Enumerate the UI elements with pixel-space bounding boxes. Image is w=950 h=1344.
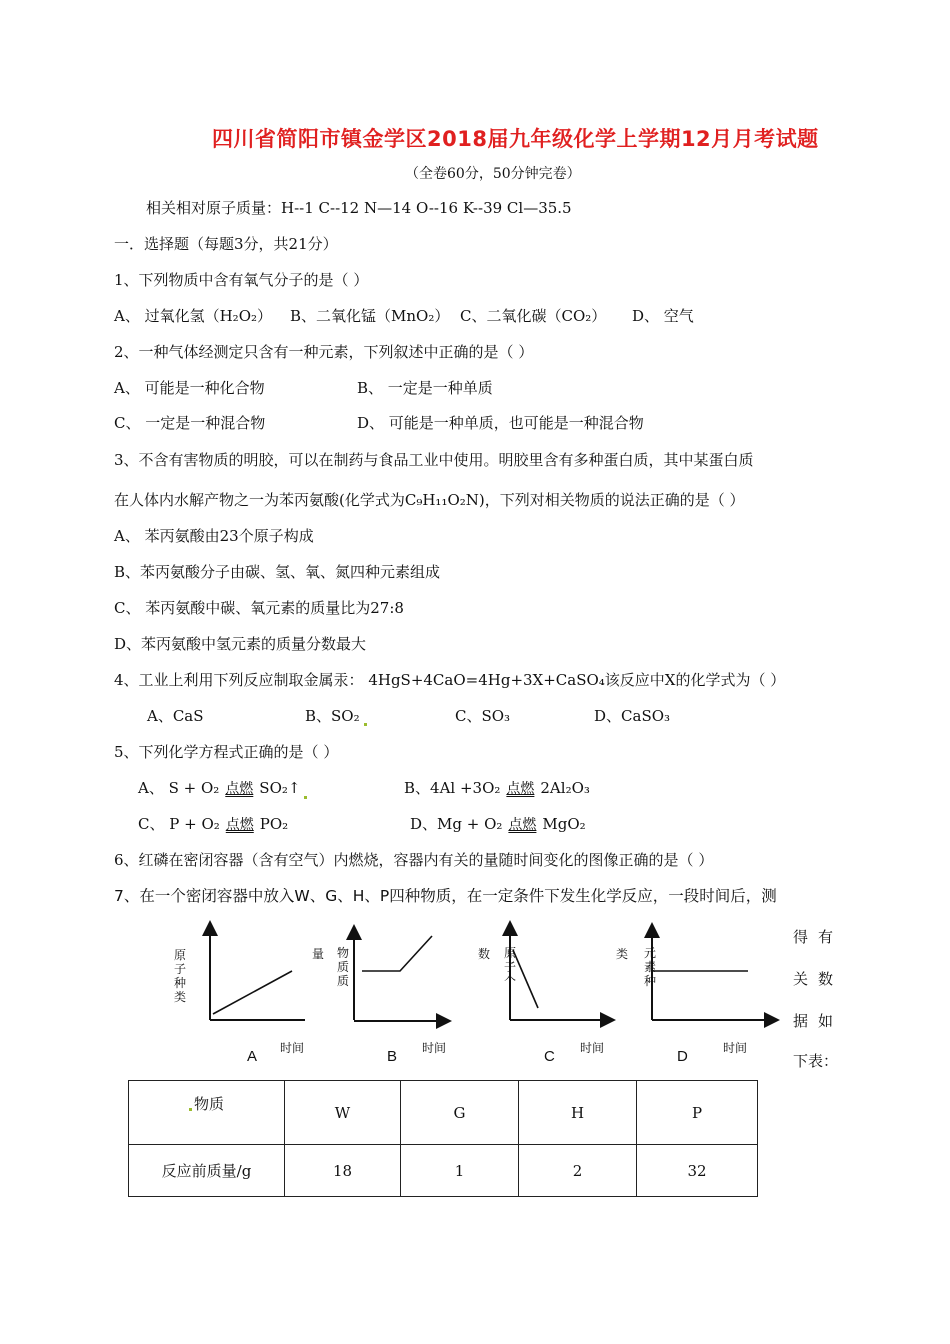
- graph-d-caption: D: [677, 1048, 688, 1065]
- subtitle: （全卷60分，50分钟完卷）: [405, 166, 581, 182]
- q4-stem: 4、工业上利用下列反应制取金属汞： 4HgS+4CaO=4Hg+3X+CaSO₄该反应中X的化学式为（ ）: [114, 671, 786, 689]
- graph-d-ylabel-left: 类: [616, 947, 629, 961]
- q4-option-b-text: B、SO₂: [305, 707, 360, 725]
- q2-option-c[interactable]: C、 一定是一种混合物: [114, 414, 266, 432]
- data-table: [128, 1080, 758, 1197]
- q5-option-c[interactable]: [138, 814, 288, 835]
- graph-c-caption: C: [544, 1048, 555, 1065]
- q4-option-a[interactable]: A、CaS: [147, 707, 204, 725]
- atomic-masses: 相关相对原子质量：H--1 C--12 N—14 O--16 K--39 Cl—35.5: [146, 199, 572, 217]
- table-header-cell: P: [637, 1081, 758, 1145]
- graph-a-ylabel: 原子种类: [174, 948, 187, 1004]
- stray-dot: [189, 1108, 192, 1111]
- q2-option-d[interactable]: D、 可能是一种单质，也可能是一种混合物: [357, 414, 644, 432]
- graph-c[interactable]: [470, 920, 625, 1065]
- q7-stem: 7、在一个密闭容器中放入W、G、H、P四种物质，在一定条件下发生化学反应，一段时间后，测: [114, 887, 777, 905]
- q2-option-b[interactable]: B、 一定是一种单质: [357, 379, 493, 397]
- graph-b[interactable]: [310, 920, 465, 1065]
- q3-stem-line1: 3、不含有害物质的明胶，可以在制药与食品工业中使用。明胶里含有多种蛋白质，其中某蛋白质: [114, 451, 754, 469]
- q1-option-a[interactable]: A、 过氧化氢（H₂O₂）: [114, 307, 273, 325]
- graph-c-axes: [470, 920, 625, 1050]
- q5-a-products: SO₂↑: [259, 779, 301, 797]
- section-heading: 一．选择题（每题3分，共21分）: [114, 235, 338, 253]
- q7-side-4: 下表：: [793, 1052, 839, 1070]
- q3-option-d[interactable]: D、苯丙氨酸中氢元素的质量分数最大: [114, 635, 367, 653]
- q2-stem: 2、一种气体经测定只含有一种元素，下列叙述中正确的是（ ）: [114, 343, 534, 361]
- graph-a-curve: [213, 971, 292, 1014]
- q5-a-reactants: A、 S + O₂: [138, 779, 220, 797]
- q5-b-products: 2Al₂O₃: [540, 779, 590, 797]
- q5-b-reactants: B、4Al +3O₂: [404, 779, 501, 797]
- q5-d-condition: 点燃: [508, 817, 537, 833]
- graph-b-axes: [310, 920, 465, 1050]
- graph-a-caption: A: [247, 1048, 258, 1065]
- q5-b-condition: 点燃: [506, 781, 535, 797]
- q7-side-1: 得有: [793, 928, 844, 946]
- q3-stem-line2: 在人体内水解产物之一为苯丙氨酸(化学式为C₉H₁₁O₂N)，下列对相关物质的说法正确的是（ ）: [114, 491, 745, 509]
- table-header-row: [129, 1081, 758, 1145]
- graph-c-ylabel: 原子个: [504, 946, 517, 988]
- q6-stem: 6、红磷在密闭容器（含有空气）内燃烧，容器内有关的量随时间变化的图像正确的是（ ）: [114, 851, 714, 869]
- graph-b-ylabel-left: 量: [312, 947, 325, 961]
- q4-option-d[interactable]: D、CaSO₃: [594, 707, 671, 725]
- stray-dot: [364, 723, 367, 726]
- q4-option-c[interactable]: C、SO₃: [455, 707, 511, 725]
- graph-c-ylabel-left: 数: [478, 947, 491, 961]
- q1-option-b[interactable]: B、二氧化锰（MnO₂）: [290, 307, 450, 325]
- graph-d-ylabel: 元素种: [644, 946, 657, 988]
- q4-option-b[interactable]: [305, 706, 367, 726]
- q5-option-d[interactable]: [410, 814, 586, 835]
- page-title: 四川省简阳市镇金学区2018届九年级化学上学期12月月考试题: [212, 127, 819, 151]
- graph-d-xlabel: 时间: [723, 1041, 748, 1055]
- graph-a-axes: [170, 920, 325, 1050]
- table-cell: 反应前质量/g: [129, 1145, 285, 1197]
- q5-c-products: PO₂: [259, 815, 289, 833]
- q7-side-2: 关数: [793, 970, 844, 988]
- stray-dot: [304, 796, 307, 799]
- q3-option-a[interactable]: A、 苯丙氨酸由23个原子构成: [114, 527, 314, 545]
- table-row: [129, 1145, 758, 1197]
- table-header-cell: G: [401, 1081, 519, 1145]
- graph-b-xlabel: 时间: [422, 1041, 447, 1055]
- q5-d-products: MgO₂: [542, 815, 586, 833]
- q1-option-c[interactable]: C、二氧化碳（CO₂）: [460, 307, 607, 325]
- table-cell: 1: [401, 1145, 519, 1197]
- q5-option-a[interactable]: [138, 778, 307, 799]
- q5-stem: 5、下列化学方程式正确的是（ ）: [114, 743, 339, 761]
- table-cell: 32: [637, 1145, 758, 1197]
- q5-c-reactants: C、 P + O₂: [138, 815, 220, 833]
- q5-c-condition: 点燃: [225, 817, 254, 833]
- q5-a-condition: 点燃: [225, 781, 254, 797]
- q5-option-b[interactable]: [404, 778, 590, 799]
- graph-a-xlabel: 时间: [280, 1041, 305, 1055]
- q7-side-3: 据如: [793, 1012, 844, 1030]
- q3-option-b[interactable]: B、苯丙氨酸分子由碳、氢、氧、氮四种元素组成: [114, 563, 441, 581]
- q1-option-d[interactable]: D、 空气: [632, 307, 694, 325]
- q3-option-c[interactable]: C、 苯丙氨酸中碳、氧元素的质量比为27:8: [114, 599, 404, 617]
- table-cell: 2: [519, 1145, 637, 1197]
- table-header-cell: H: [519, 1081, 637, 1145]
- graph-d-axes: [610, 920, 785, 1050]
- q2-option-a[interactable]: A、 可能是一种化合物: [114, 379, 265, 397]
- table-header-label: 物质: [193, 1095, 224, 1113]
- table-header-cell: [129, 1081, 285, 1145]
- graph-b-caption: B: [387, 1048, 398, 1065]
- graph-c-xlabel: 时间: [580, 1041, 605, 1055]
- q1-stem: 1、下列物质中含有氧气分子的是（ ）: [114, 271, 369, 289]
- table-cell: 18: [285, 1145, 401, 1197]
- graph-d[interactable]: [610, 920, 765, 1065]
- graph-b-curve: [362, 936, 432, 971]
- graph-b-ylabel: 物质质: [337, 946, 350, 988]
- table-header-cell: W: [285, 1081, 401, 1145]
- q5-d-reactants: D、Mg + O₂: [410, 815, 503, 833]
- graph-a[interactable]: [170, 920, 325, 1065]
